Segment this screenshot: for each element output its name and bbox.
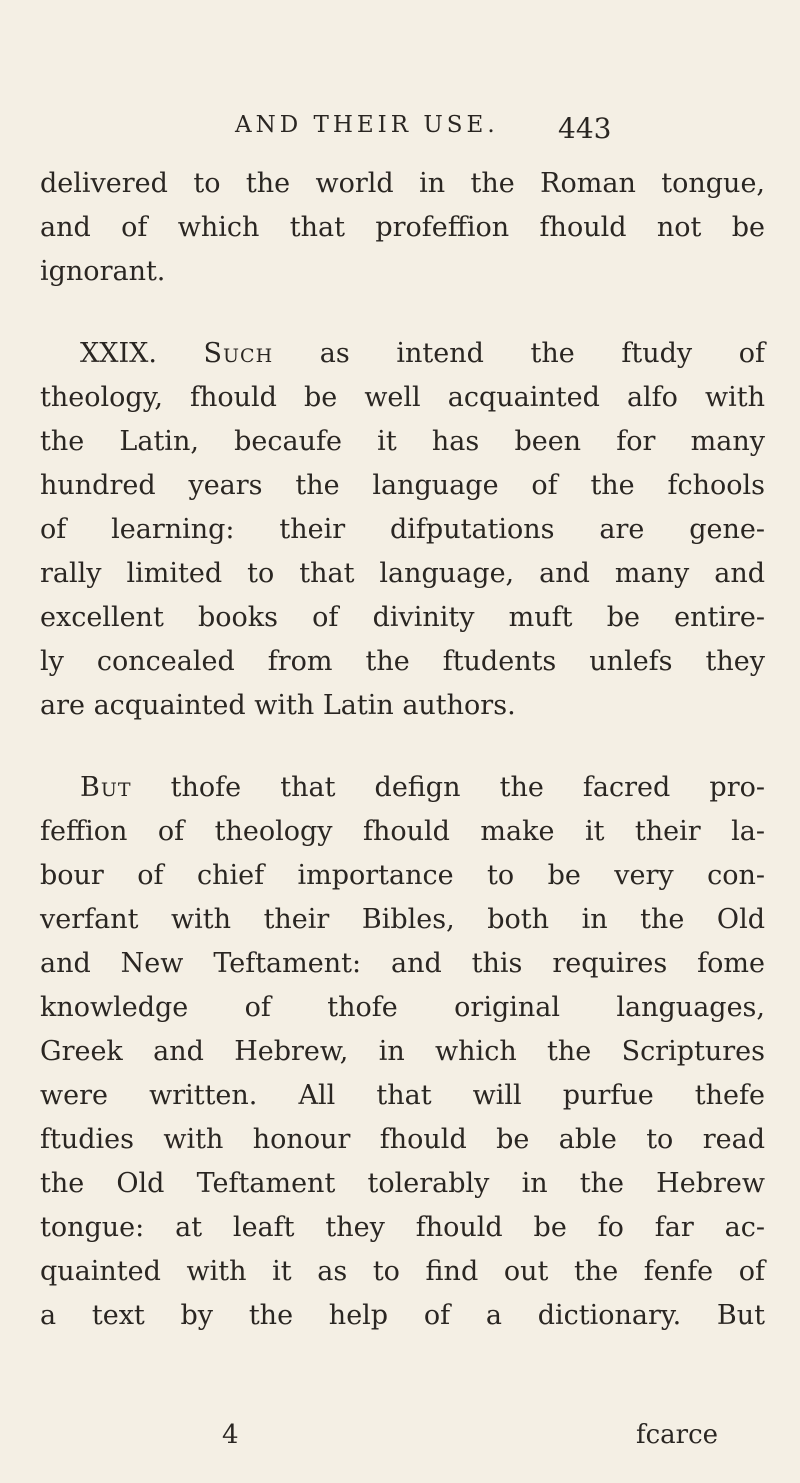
text-line: the Latin, becaufe it has been for many (40, 426, 765, 457)
lead-word: Such (203, 338, 274, 369)
text-line: delivered to the world in the Roman tongue, (40, 168, 765, 199)
section-number: XXIX. (80, 338, 157, 369)
text-line: of learning: their difputations are gene- (40, 514, 765, 545)
text-line: and New Teftament: and this requires fome (40, 948, 765, 979)
lead-word: But (80, 772, 132, 803)
paragraph-first-line (80, 332, 765, 376)
text-line: the Old Teftament tolerably in the Hebrew (40, 1168, 765, 1199)
text-line: feffion of theology fhould make it their la- (40, 816, 765, 847)
text-line: rally limited to that language, and many and (40, 558, 765, 589)
running-head: AND THEIR USE. (235, 112, 499, 138)
text-line: knowledge of thofe original languages, (40, 992, 765, 1023)
text-line: were written. All that will purfue thefe (40, 1080, 765, 1111)
text-line: are acquainted with Latin authors. (40, 690, 516, 721)
text-line: ly concealed from the ftudents unlefs they (40, 646, 765, 677)
text-line: a text by the help of a dictionary. But (40, 1300, 765, 1331)
text-line: quainted with it as to find out the fenfe of (40, 1256, 765, 1287)
paragraph-first-line (80, 766, 765, 810)
text-line: Greek and Hebrew, in which the Scriptures (40, 1036, 765, 1067)
text-line: ftudies with honour fhould be able to read (40, 1124, 765, 1155)
text-line: theology, fhould be well acquainted alfo with (40, 382, 765, 413)
text-line: ignorant. (40, 256, 166, 287)
text-line: as intend the ftudy of (319, 338, 765, 369)
text-line: thofe that defign the facred pro- (170, 772, 765, 803)
page-number: 443 (558, 112, 612, 145)
text-line: tongue: at leaft they fhould be fo far ac- (40, 1212, 765, 1243)
catchword: fcarce (636, 1420, 719, 1450)
text-line: excellent books of divinity muft be entire- (40, 602, 765, 633)
text-line: bour of chief importance to be very con- (40, 860, 765, 891)
text-line: hundred years the language of the fchools (40, 470, 765, 501)
text-line: and of which that profeffion fhould not be (40, 212, 765, 243)
text-line: verfant with their Bibles, both in the Old (40, 904, 765, 935)
signature-mark: 4 (222, 1420, 239, 1450)
